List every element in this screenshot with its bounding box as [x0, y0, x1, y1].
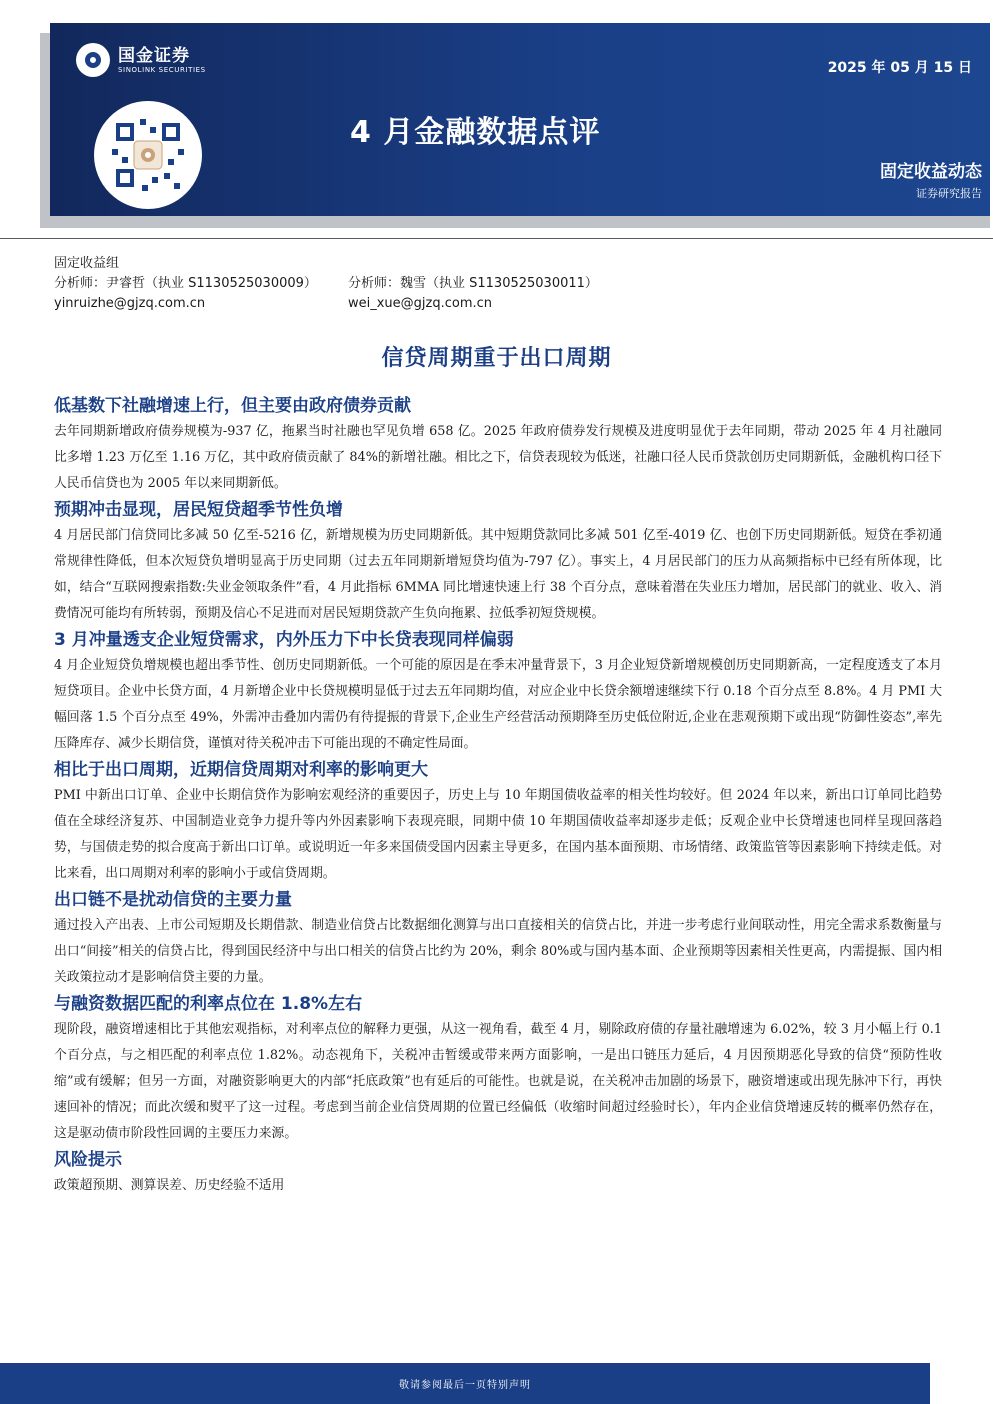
section-text: 4 月居民部门信贷同比多减 50 亿至-5216 亿，新增规模为历史同期新低。其中短期贷款同比多减 501 亿至-4019 亿、也创下历史同期新低。短贷在季初通常规律性降低，但本次短贷负增明显高于历史同期（过去五年同期新增短贷均值为-797 亿）。事实上，4 月居民部门的压力从高频指标中已经有所体现，比如，结合“互联网搜索指数:失业金领取条件”看，4 月此指标 6MMA 同比增速快速上行 38 个百分点，意味着潜在失业压力增加，居民部门的就业、收入、消费情况可能均有所转弱，预期及信心不足进而对居民短期贷款产生负向拖累、拉低季初短贷规模。: [54, 528, 942, 621]
section-social-financing: [54, 393, 942, 497]
section-text: 通过投入产出表、上市公司短期及长期借款、制造业信贷占比数据细化测算与出口直接相关的信贷占比，并进一步考虑行业间联动性，用完全需求系数衡量与出口“间接”相关的信贷占比，得到国民经济中与出口相关的信贷占比约为 20%，剩余 80%或与国内基本面、企业预期等因素相关性更高，内需提振、国内相关政策拉动才是影响信贷主要的力量。: [54, 918, 942, 985]
header-divider: [0, 238, 993, 239]
company-logo: [76, 43, 206, 77]
logo-icon: [76, 43, 110, 77]
analyst-info: [54, 254, 598, 314]
section-heading: 低基数下社融增速上行，但主要由政府债券贡献: [54, 396, 411, 416]
section-heading: 相比于出口周期，近期信贷周期对利率的影响更大: [54, 760, 428, 780]
report-date: 2025 年 05 月 15 日: [827, 60, 972, 76]
report-title: 4 月金融数据点评: [350, 115, 601, 150]
section-household-loans: [54, 497, 942, 627]
section-text: 4 月企业短贷负增规模也超出季节性、创历史同期新低。一个可能的原因是在季末冲量背景下，3 月企业短贷新增规模创历史同期新高，一定程度透支了本月短贷项目。企业中长贷方面，4 月新增企业中长贷规模明显低于过去五年同期均值，对应企业中长贷余额增速继续下行 0.18 个百分点至 8.8%。4 月 PMI 大幅回落 1.5 个百分点至 49%，外需冲击叠加内需仍有待提振的背景下,企业生产经营活动预期降至历史低位附近,企业在悲观预期下或出现“防御性姿态”,率先压降库存、减少长期信贷，谨慎对待关税冲击下可能出现的不确定性局面。: [54, 658, 942, 751]
document-title: 信贷周期重于出口周期: [381, 346, 612, 371]
logo-name-cn: 国金证券: [118, 45, 190, 66]
logo-name-en: SINOLINK SECURITIES: [118, 65, 206, 74]
analyst-1: 分析师：尹睿哲（执业 S1130525030009）: [54, 276, 317, 291]
section-text: 现阶段，融资增速相比于其他宏观指标，对利率点位的解释力更强，从这一视角看，截至 4 月，剔除政府债的存量社融增速为 6.02%，较 3 月小幅上行 0.1 个百分点，与之相匹配的利率点位 1.82%。动态视角下，关税冲击暂缓或带来两方面影响，一是出口链压力延后，4 月因预期恶化导致的信贷“预防性收缩”或有缓解；但另一方面，对融资影响更大的内部“托底政策”也有延后的可能性。也就是说，在关税冲击加剧的场景下，融资增速或出现先脉冲下行，再快速回补的情况；而此次缓和熨平了这一过程。考虑到当前企业信贷周期的位置已经偏低（收缩时间超过经验时长），年内企业信贷增速反转的概率仍然存在，这是驱动债市阶段性回调的主要压力来源。: [54, 1022, 942, 1141]
section-heading: 与融资数据匹配的利率点位在 1.8%左右: [54, 994, 363, 1014]
section-corporate-loans: [54, 627, 942, 757]
report-banner: [50, 23, 990, 216]
section-heading: 出口链不是扰动信贷的主要力量: [54, 890, 292, 910]
section-rate-level: [54, 991, 942, 1147]
analyst-1-email[interactable]: yinruizhe@gjzq.com.cn: [54, 296, 206, 311]
section-credit-vs-export: [54, 757, 942, 887]
section-text: 政策超预期、测算误差、历史经验不适用: [54, 1178, 285, 1193]
disclaimer-note: 敬请参阅最后一页特别声明: [399, 1380, 531, 1391]
page-footer: [0, 1363, 930, 1404]
team-name: 固定收益组: [54, 256, 120, 271]
analyst-2-email[interactable]: wei_xue@gjzq.com.cn: [348, 296, 493, 311]
section-heading: 3 月冲量透支企业短贷需求，内外压力下中长贷表现同样偏弱: [54, 630, 514, 650]
report-body: [54, 393, 942, 1199]
section-text: PMI 中新出口订单、企业中长期信贷作为影响宏观经济的重要因子，历史上与 10 年期国债收益率的相关性均较好。但 2024 年以来，新出口订单同比趋势值在全球经济复苏、中国制造业竞争力提升等内外因素影响下表现亮眼，同期中债 10 年期国债收益率却逐步走低；反观企业中长贷增速也同样呈现回落趋势，与国债走势的拟合度高于新出口订单。或说明近一年多来国债受国内因素主导更多，在国内基本面预期、市场情绪、政策监管等因素影响下持续走低。对比来看，出口周期对利率的影响小于或信贷周期。: [54, 788, 942, 881]
section-risk-warning: [54, 1147, 942, 1199]
report-category: 固定收益动态: [880, 162, 982, 182]
section-export-chain: [54, 887, 942, 991]
section-heading: 风险提示: [54, 1150, 122, 1170]
report-type: 证券研究报告: [916, 187, 982, 200]
section-text: 去年同期新增政府债券规模为-937 亿，拖累当时社融也罕见负增 658 亿。2025 年政府债券发行规模及进度明显优于去年同期，带动 2025 年 4 月社融同比多增 1.23 万亿至 1.16 万亿，其中政府债贡献了 84%的新增社融。相比之下，信贷表现较为低迷，社融口径人民币贷款创历史同期新低，金融机构口径下人民币信贷也为 2005 年以来同期新低。: [54, 424, 942, 491]
qr-code-icon: [94, 101, 202, 209]
analyst-2: 分析师：魏雪（执业 S1130525030011）: [348, 276, 598, 291]
section-heading: 预期冲击显现，居民短贷超季节性负增: [54, 500, 343, 520]
